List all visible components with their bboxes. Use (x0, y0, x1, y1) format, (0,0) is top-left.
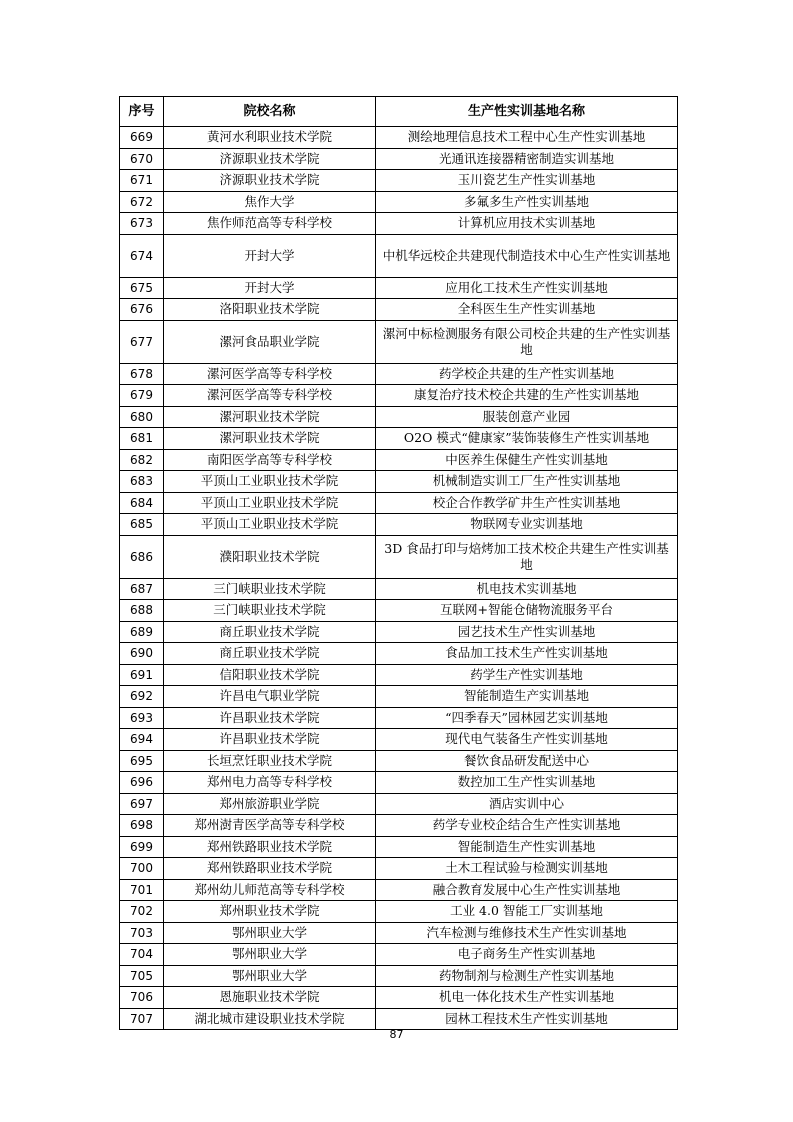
cell-serial-number: 677 (120, 320, 164, 363)
cell-school-name: 平顶山工业职业技术学院 (164, 471, 376, 493)
table-row (120, 793, 678, 815)
cell-school-name: 郑州职业技术学院 (164, 901, 376, 923)
cell-school-name: 郑州铁路职业技术学院 (164, 836, 376, 858)
cell-base-name: 融合教育发展中心生产性实训基地 (376, 879, 678, 901)
cell-serial-number: 697 (120, 793, 164, 815)
cell-school-name: 漯河职业技术学院 (164, 428, 376, 450)
page-number: 87 (389, 1028, 404, 1041)
table-row (120, 686, 678, 708)
table-row (120, 729, 678, 751)
cell-serial-number: 675 (120, 277, 164, 299)
cell-school-name: 黄河水利职业技术学院 (164, 127, 376, 149)
cell-base-name: 3D 食品打印与焙烤加工技术校企共建生产性实训基地 (376, 535, 678, 578)
cell-serial-number: 693 (120, 707, 164, 729)
table-row (120, 836, 678, 858)
table-row (120, 148, 678, 170)
cell-base-name: 餐饮食品研发配送中心 (376, 750, 678, 772)
table-row (120, 170, 678, 192)
cell-serial-number: 706 (120, 987, 164, 1009)
table-body (120, 127, 678, 1030)
cell-school-name: 漯河食品职业学院 (164, 320, 376, 363)
cell-school-name: 三门峡职业技术学院 (164, 578, 376, 600)
cell-serial-number: 694 (120, 729, 164, 751)
cell-serial-number: 691 (120, 664, 164, 686)
cell-serial-number: 680 (120, 406, 164, 428)
header-base-name: 生产性实训基地名称 (376, 97, 678, 127)
cell-base-name: 数控加工生产性实训基地 (376, 772, 678, 794)
table-row (120, 922, 678, 944)
cell-base-name: 汽车检测与维修技术生产性实训基地 (376, 922, 678, 944)
table-row (120, 471, 678, 493)
cell-base-name: 漯河中标检测服务有限公司校企共建的生产性实训基地 (376, 320, 678, 363)
cell-serial-number: 681 (120, 428, 164, 450)
table-row (120, 191, 678, 213)
training-base-table (119, 96, 678, 1030)
cell-school-name: 济源职业技术学院 (164, 148, 376, 170)
cell-school-name: 洛阳职业技术学院 (164, 299, 376, 321)
cell-school-name: 许昌职业技术学院 (164, 729, 376, 751)
table-row (120, 944, 678, 966)
table-row (120, 987, 678, 1009)
cell-serial-number: 670 (120, 148, 164, 170)
cell-base-name: 测绘地理信息技术工程中心生产性实训基地 (376, 127, 678, 149)
cell-serial-number: 676 (120, 299, 164, 321)
cell-serial-number: 682 (120, 449, 164, 471)
cell-school-name: 商丘职业技术学院 (164, 621, 376, 643)
cell-serial-number: 687 (120, 578, 164, 600)
table-row (120, 514, 678, 536)
cell-serial-number: 669 (120, 127, 164, 149)
cell-serial-number: 699 (120, 836, 164, 858)
cell-base-name: 机电技术实训基地 (376, 578, 678, 600)
table-row (120, 127, 678, 149)
table-row (120, 664, 678, 686)
cell-school-name: 鄂州职业大学 (164, 922, 376, 944)
cell-base-name: 服装创意产业园 (376, 406, 678, 428)
cell-school-name: 漯河医学高等专科学校 (164, 385, 376, 407)
table-row (120, 578, 678, 600)
cell-base-name: 玉川瓷艺生产性实训基地 (376, 170, 678, 192)
table-row (120, 621, 678, 643)
cell-school-name: 湖北城市建设职业技术学院 (164, 1008, 376, 1030)
cell-serial-number: 685 (120, 514, 164, 536)
cell-base-name: 智能制造生产性实训基地 (376, 836, 678, 858)
cell-serial-number: 690 (120, 643, 164, 665)
header-serial-number: 序号 (120, 97, 164, 127)
cell-base-name: 互联网+智能仓储物流服务平台 (376, 600, 678, 622)
cell-serial-number: 707 (120, 1008, 164, 1030)
table-row (120, 428, 678, 450)
cell-school-name: 三门峡职业技术学院 (164, 600, 376, 622)
cell-base-name: 药物制剂与检测生产性实训基地 (376, 965, 678, 987)
cell-serial-number: 683 (120, 471, 164, 493)
training-base-table-container (119, 96, 677, 1030)
cell-base-name: 多氟多生产性实训基地 (376, 191, 678, 213)
cell-base-name: 计算机应用技术实训基地 (376, 213, 678, 235)
cell-base-name: 酒店实训中心 (376, 793, 678, 815)
table-row (120, 385, 678, 407)
cell-school-name: 信阳职业技术学院 (164, 664, 376, 686)
table-row (120, 449, 678, 471)
cell-school-name: 郑州铁路职业技术学院 (164, 858, 376, 880)
cell-base-name: 园林工程技术生产性实训基地 (376, 1008, 678, 1030)
cell-serial-number: 703 (120, 922, 164, 944)
cell-serial-number: 686 (120, 535, 164, 578)
table-row (120, 492, 678, 514)
cell-school-name: 许昌电气职业学院 (164, 686, 376, 708)
table-row (120, 815, 678, 837)
cell-base-name: “四季春天”园林园艺实训基地 (376, 707, 678, 729)
cell-base-name: 中医养生保健生产性实训基地 (376, 449, 678, 471)
cell-serial-number: 702 (120, 901, 164, 923)
cell-school-name: 开封大学 (164, 277, 376, 299)
table-row (120, 750, 678, 772)
table-row (120, 643, 678, 665)
cell-base-name: 药学生产性实训基地 (376, 664, 678, 686)
cell-base-name: 药学校企共建的生产性实训基地 (376, 363, 678, 385)
table-row (120, 277, 678, 299)
cell-serial-number: 704 (120, 944, 164, 966)
cell-serial-number: 692 (120, 686, 164, 708)
cell-school-name: 郑州旅游职业学院 (164, 793, 376, 815)
table-row (120, 299, 678, 321)
cell-base-name: 全科医生生产性实训基地 (376, 299, 678, 321)
table-header-row (120, 97, 678, 127)
cell-serial-number: 701 (120, 879, 164, 901)
cell-base-name: 机械制造实训工厂生产性实训基地 (376, 471, 678, 493)
cell-base-name: 中机华远校企共建现代制造技术中心生产性实训基地 (376, 234, 678, 277)
table-row (120, 213, 678, 235)
cell-serial-number: 700 (120, 858, 164, 880)
cell-serial-number: 705 (120, 965, 164, 987)
cell-school-name: 郑州电力高等专科学校 (164, 772, 376, 794)
table-row (120, 1008, 678, 1030)
cell-base-name: 土木工程试验与检测实训基地 (376, 858, 678, 880)
cell-school-name: 焦作大学 (164, 191, 376, 213)
cell-school-name: 漯河医学高等专科学校 (164, 363, 376, 385)
cell-serial-number: 678 (120, 363, 164, 385)
table-row (120, 858, 678, 880)
cell-school-name: 恩施职业技术学院 (164, 987, 376, 1009)
cell-serial-number: 673 (120, 213, 164, 235)
cell-school-name: 南阳医学高等专科学校 (164, 449, 376, 471)
cell-school-name: 开封大学 (164, 234, 376, 277)
cell-school-name: 郑州澍青医学高等专科学校 (164, 815, 376, 837)
cell-school-name: 漯河职业技术学院 (164, 406, 376, 428)
cell-base-name: 工业 4.0 智能工厂实训基地 (376, 901, 678, 923)
cell-school-name: 平顶山工业职业技术学院 (164, 492, 376, 514)
cell-base-name: 园艺技术生产性实训基地 (376, 621, 678, 643)
cell-school-name: 郑州幼儿师范高等专科学校 (164, 879, 376, 901)
table-row (120, 901, 678, 923)
cell-school-name: 商丘职业技术学院 (164, 643, 376, 665)
cell-base-name: 校企合作教学矿井生产性实训基地 (376, 492, 678, 514)
cell-school-name: 鄂州职业大学 (164, 944, 376, 966)
table-row (120, 406, 678, 428)
cell-serial-number: 688 (120, 600, 164, 622)
cell-school-name: 焦作师范高等专科学校 (164, 213, 376, 235)
cell-serial-number: 679 (120, 385, 164, 407)
cell-serial-number: 671 (120, 170, 164, 192)
header-school-name: 院校名称 (164, 97, 376, 127)
table-row (120, 772, 678, 794)
cell-base-name: 电子商务生产性实训基地 (376, 944, 678, 966)
cell-serial-number: 695 (120, 750, 164, 772)
cell-serial-number: 684 (120, 492, 164, 514)
cell-serial-number: 698 (120, 815, 164, 837)
table-row (120, 600, 678, 622)
table-row (120, 320, 678, 363)
cell-school-name: 濮阳职业技术学院 (164, 535, 376, 578)
cell-serial-number: 696 (120, 772, 164, 794)
table-row (120, 965, 678, 987)
cell-base-name: 药学专业校企结合生产性实训基地 (376, 815, 678, 837)
table-row (120, 535, 678, 578)
cell-serial-number: 674 (120, 234, 164, 277)
cell-school-name: 长垣烹饪职业技术学院 (164, 750, 376, 772)
cell-school-name: 许昌职业技术学院 (164, 707, 376, 729)
cell-school-name: 平顶山工业职业技术学院 (164, 514, 376, 536)
cell-base-name: O2O 模式“健康家”装饰装修生产性实训基地 (376, 428, 678, 450)
table-row (120, 363, 678, 385)
cell-base-name: 食品加工技术生产性实训基地 (376, 643, 678, 665)
cell-base-name: 光通讯连接器精密制造实训基地 (376, 148, 678, 170)
cell-serial-number: 689 (120, 621, 164, 643)
cell-school-name: 济源职业技术学院 (164, 170, 376, 192)
table-row (120, 707, 678, 729)
cell-serial-number: 672 (120, 191, 164, 213)
cell-base-name: 应用化工技术生产性实训基地 (376, 277, 678, 299)
cell-base-name: 智能制造生产实训基地 (376, 686, 678, 708)
table-row (120, 234, 678, 277)
cell-base-name: 现代电气装备生产性实训基地 (376, 729, 678, 751)
cell-base-name: 康复治疗技术校企共建的生产性实训基地 (376, 385, 678, 407)
table-row (120, 879, 678, 901)
cell-school-name: 鄂州职业大学 (164, 965, 376, 987)
cell-base-name: 机电一体化技术生产性实训基地 (376, 987, 678, 1009)
cell-base-name: 物联网专业实训基地 (376, 514, 678, 536)
